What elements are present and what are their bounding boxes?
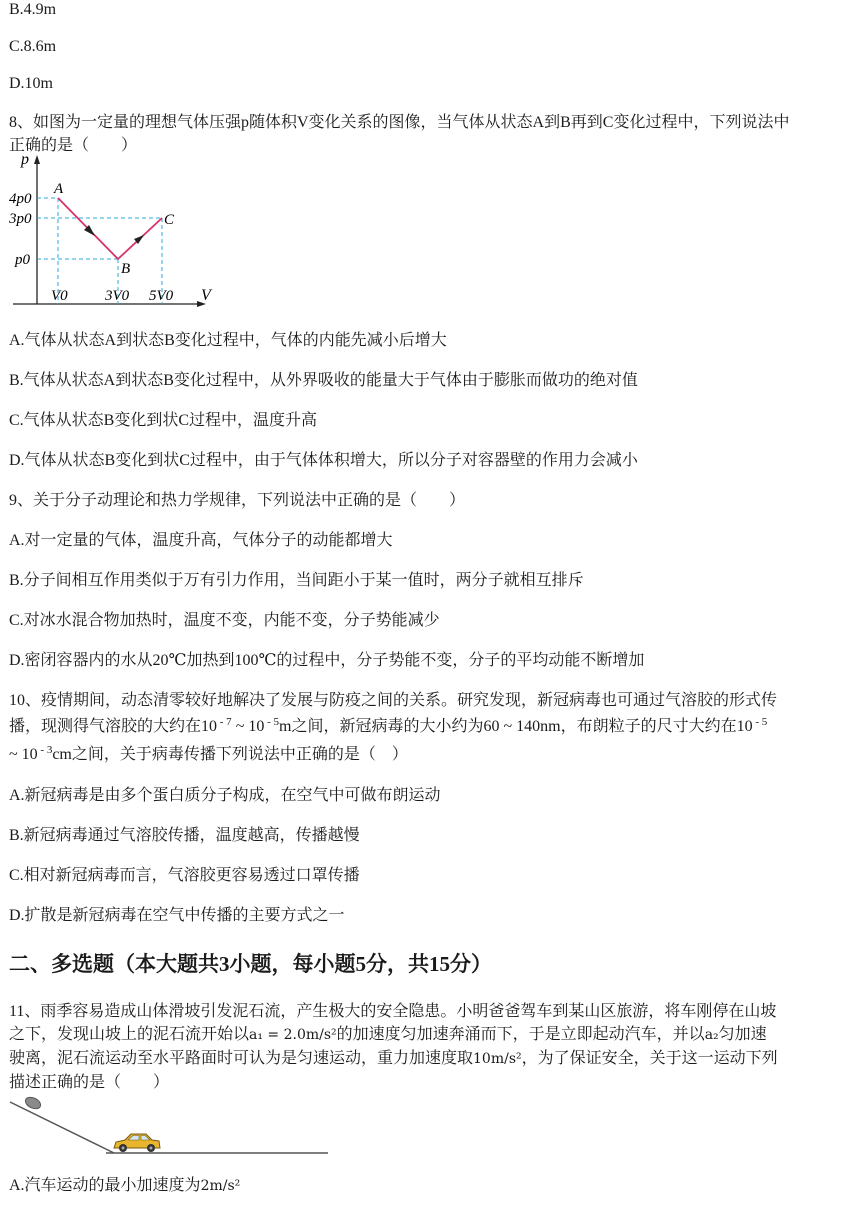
boulder-icon [24,1095,43,1111]
q11-stem-line1: 11、雨季容易造成山体滑坡引发泥石流，产生极大的安全隐患。小明爸爸驾车到某山区旅游，将车刚停在山坡 [9,1003,777,1020]
y-axis-label: p [21,152,29,168]
slope-line [10,1102,114,1153]
process-path [58,198,162,259]
q9-stem: 9、关于分子动理论和热力学规律，下列说法中正确的是（ ） [9,492,466,509]
q9-option-d: D.密闭容器内的水从20℃加热到100℃的过程中，分子势能不变，分子的平均动能不断增加 [9,652,645,669]
section-heading: 二、多选题（本大题共3小题，每小题5分，共15分） [9,952,492,976]
q9-option-c: C.对冰水混合物加热时，温度不变，内能不变，分子势能减少 [9,612,440,629]
x-tick-v0: V0 [51,288,68,304]
q7-option-c: C.8.6m [9,38,57,55]
y-tick-p0: p0 [15,252,30,268]
q10-option-d: D.扩散是新冠病毒在空气中传播的主要方式之一 [9,907,345,924]
point-c-label: C [164,212,175,228]
q8-option-a: A.气体从状态A到状态B变化过程中，气体的内能先减小后增大 [9,332,447,349]
point-a-label: A [54,181,64,197]
q9-option-b: B.分子间相互作用类似于万有引力作用，当间距小于某一值时，两分子就相互排斥 [9,572,584,589]
q7-option-b: B.4.9m [9,1,57,18]
car-icon [114,1134,160,1152]
q11-option-a: A.汽车运动的最小加速度为2m/s² [9,1177,241,1194]
point-b-label: B [121,261,131,277]
q8-option-c: C.气体从状态B变化到状C过程中，温度升高 [9,412,318,429]
q7-option-d: D.10m [9,75,53,92]
q8-stem-line2: 正确的是（ ） [9,137,138,154]
q8-stem-line1: 8、如图为一定量的理想气体压强p随体积V变化关系的图像，当气体从状态A到B再到C变化过程中，下列说法中 [9,114,790,131]
q11-stem-line2: 之下，发现山坡上的泥石流开始以a₁ = 2.0m/s²的加速度匀加速奔涌而下，于是立即起动汽车，并以a₂匀加速 [9,1026,767,1043]
q10-option-c: C.相对新冠病毒而言，气溶胶更容易透过口罩传播 [9,867,360,884]
q10-stem-line3: ~ 10 $^{- 3}$cm之间，关于病毒传播下列说法中正确的是（ ） [9,744,408,763]
q8-option-b: B.气体从状态A到状态B变化过程中，从外界吸收的能量大于气体由于膨胀而做功的绝对值 [9,372,638,389]
q11-slope-car-figure [6,1092,331,1160]
q10-stem-line1: 10、疫情期间，动态清零较好地解决了发展与防疫之间的关系。研究发现，新冠病毒也可通过气溶胶的形式传 [9,692,778,709]
q11-stem-line3: 驶离，泥石流运动至水平路面时可认为是匀速运动，重力加速度取10m/s²，为了保证安全，关于这一运动下列 [9,1050,778,1067]
y-axis-arrow-icon [34,155,40,164]
q11-stem-line4: 描述正确的是（ ） [9,1074,170,1091]
x-axis-label: V [201,287,211,304]
q10-option-a: A.新冠病毒是由多个蛋白质分子构成，在空气中可做布朗运动 [9,787,441,804]
q10-option-b: B.新冠病毒通过气溶胶传播，温度越高，传播越慢 [9,827,360,844]
y-tick-4p0: 4p0 [9,191,32,207]
q9-option-a: A.对一定量的气体，温度升高，气体分子的动能都增大 [9,532,393,549]
q10-stem-line2: 播，现测得气溶胶的大约在10 $^{- 7}$ ~ 10 $^{- 5}$m之间，新冠病毒的大小约为60 ~ 140nm，布朗粒子的尺寸大约在10 $^{- 5}$ [9,716,768,735]
x-tick-3v0: 3V0 [105,288,130,304]
y-tick-3p0: 3p0 [9,211,32,227]
q8-option-d: D.气体从状态B变化到状C过程中，由于气体体积增大，所以分子对容器壁的作用力会减小 [9,452,638,469]
x-tick-5v0: 5V0 [149,288,174,304]
q8-pv-graph [5,152,215,312]
